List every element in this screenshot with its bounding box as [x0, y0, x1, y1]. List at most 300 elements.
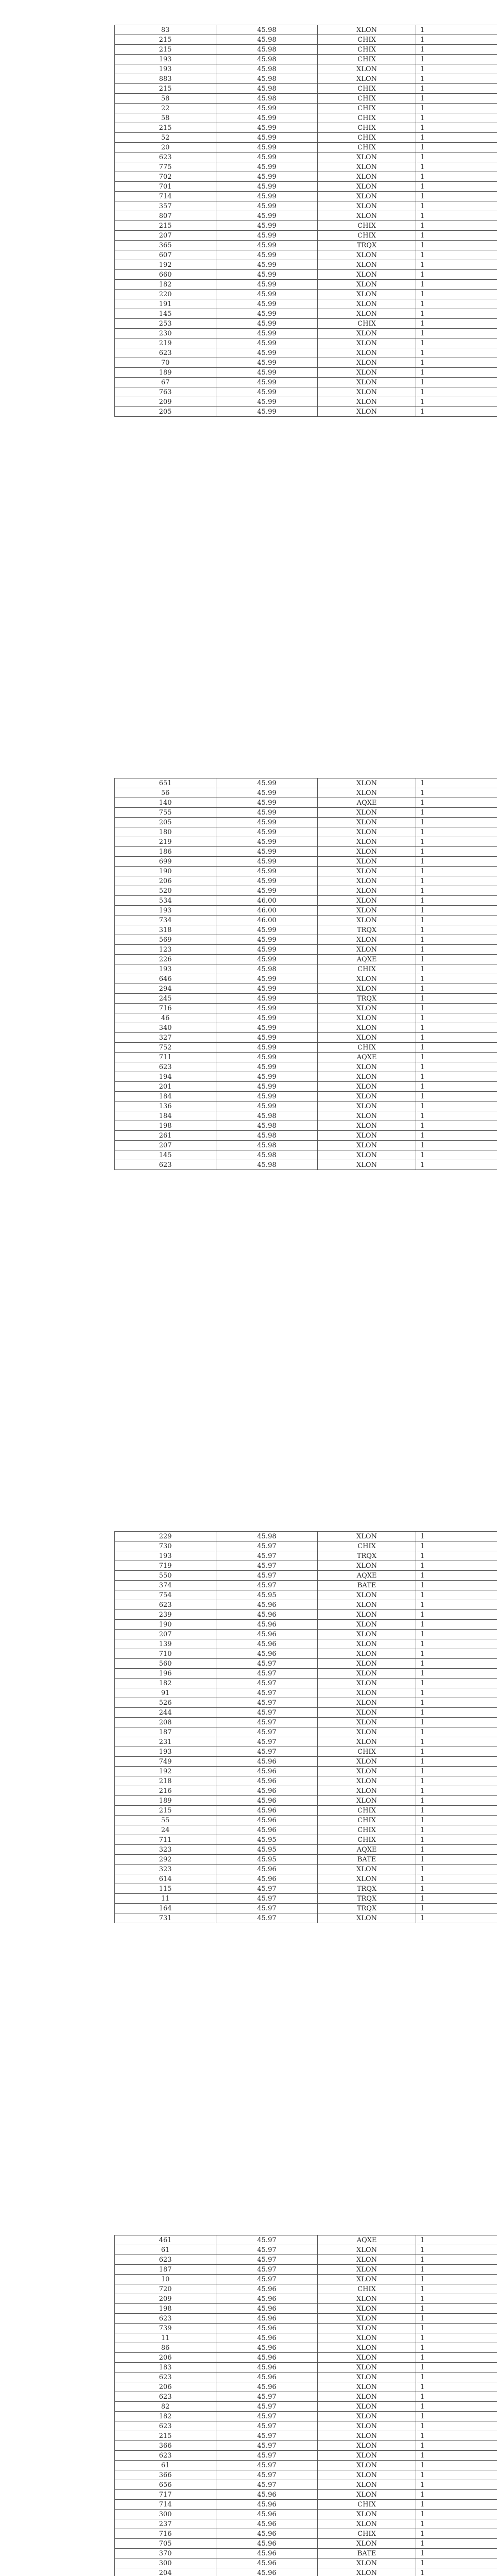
- quantity-cell: 206: [115, 2353, 216, 2363]
- venue-cell: XLON: [318, 1688, 416, 1698]
- price-cell: 45.99: [216, 876, 318, 886]
- quantity-cell: 623: [115, 2392, 216, 2402]
- venue-cell: XLON: [318, 1659, 416, 1669]
- table-row: [115, 945, 497, 955]
- quantity-cell: 357: [115, 201, 216, 211]
- quantity-cell: 215: [115, 221, 216, 231]
- table-row: [115, 299, 497, 309]
- quantity-cell: 534: [115, 896, 216, 906]
- venue-cell: CHIX: [318, 123, 416, 133]
- extra-cell: 1: [416, 1757, 497, 1767]
- price-cell: 45.99: [216, 250, 318, 260]
- table-row: [115, 1023, 497, 1033]
- price-cell: 45.99: [216, 407, 318, 417]
- venue-cell: AQXE: [318, 2235, 416, 2245]
- price-cell: 45.96: [216, 1639, 318, 1649]
- table-row: [115, 123, 497, 133]
- quantity-cell: 215: [115, 45, 216, 55]
- extra-cell: 1: [416, 788, 497, 798]
- quantity-cell: 300: [115, 2510, 216, 2519]
- price-cell: 45.99: [216, 152, 318, 162]
- quantity-cell: 614: [115, 1874, 216, 1884]
- quantity-cell: 699: [115, 857, 216, 867]
- quantity-cell: 11: [115, 1894, 216, 1904]
- table-row: [115, 74, 497, 84]
- price-cell: 45.96: [216, 1874, 318, 1884]
- quantity-cell: 193: [115, 906, 216, 916]
- quantity-cell: 207: [115, 231, 216, 241]
- venue-cell: XLON: [318, 778, 416, 788]
- extra-cell: 1: [416, 2235, 497, 2245]
- extra-cell: 1: [416, 906, 497, 916]
- table-row: [115, 64, 497, 74]
- table-row: [115, 1033, 497, 1043]
- table-row: [115, 231, 497, 241]
- quantity-cell: 755: [115, 808, 216, 818]
- venue-cell: XLON: [318, 1150, 416, 1160]
- price-cell: 45.99: [216, 104, 318, 113]
- quantity-cell: 366: [115, 2470, 216, 2480]
- quantity-cell: 711: [115, 1835, 216, 1845]
- table-row: [115, 1141, 497, 1150]
- extra-cell: 1: [416, 1082, 497, 1092]
- price-cell: 45.98: [216, 25, 318, 35]
- venue-cell: XLON: [318, 407, 416, 417]
- quantity-cell: 219: [115, 837, 216, 847]
- venue-cell: XLON: [318, 1639, 416, 1649]
- quantity-cell: 58: [115, 113, 216, 123]
- table-row: [115, 1796, 497, 1806]
- quantity-cell: 70: [115, 358, 216, 368]
- extra-cell: 1: [416, 1865, 497, 1874]
- table-row: [115, 1806, 497, 1816]
- extra-cell: 1: [416, 1610, 497, 1620]
- venue-cell: CHIX: [318, 964, 416, 974]
- quantity-cell: 204: [115, 2568, 216, 2576]
- extra-cell: 1: [416, 827, 497, 837]
- quantity-cell: 209: [115, 397, 216, 407]
- extra-cell: 1: [416, 808, 497, 818]
- trade-table-1: [114, 25, 497, 417]
- extra-cell: 1: [416, 172, 497, 182]
- price-cell: 45.96: [216, 2490, 318, 2500]
- venue-cell: CHIX: [318, 231, 416, 241]
- extra-cell: 1: [416, 1649, 497, 1659]
- quantity-cell: 763: [115, 387, 216, 397]
- venue-cell: TRQX: [318, 1551, 416, 1561]
- quantity-cell: 184: [115, 1111, 216, 1121]
- venue-cell: XLON: [318, 1757, 416, 1767]
- price-cell: 45.96: [216, 2294, 318, 2304]
- venue-cell: XLON: [318, 2441, 416, 2451]
- quantity-cell: 623: [115, 348, 216, 358]
- table-row: [115, 25, 497, 35]
- price-cell: 45.99: [216, 1072, 318, 1082]
- price-cell: 45.99: [216, 1101, 318, 1111]
- table-row: [115, 1561, 497, 1571]
- venue-cell: CHIX: [318, 1806, 416, 1816]
- quantity-cell: 189: [115, 1796, 216, 1806]
- extra-cell: 1: [416, 1727, 497, 1737]
- venue-cell: AQXE: [318, 1571, 416, 1581]
- price-cell: 45.96: [216, 2363, 318, 2372]
- table-row: [115, 250, 497, 260]
- price-cell: 45.99: [216, 925, 318, 935]
- venue-cell: CHIX: [318, 55, 416, 64]
- price-cell: 45.97: [216, 1747, 318, 1757]
- price-cell: 45.99: [216, 1053, 318, 1062]
- extra-cell: 1: [416, 74, 497, 84]
- table-row: [115, 2363, 497, 2372]
- extra-cell: 1: [416, 994, 497, 1004]
- quantity-cell: 182: [115, 2412, 216, 2421]
- price-cell: 45.97: [216, 2245, 318, 2255]
- quantity-cell: 55: [115, 1816, 216, 1825]
- quantity-cell: 719: [115, 1561, 216, 1571]
- extra-cell: 1: [416, 1718, 497, 1727]
- quantity-cell: 115: [115, 1884, 216, 1894]
- price-cell: 46.00: [216, 916, 318, 925]
- price-cell: 45.98: [216, 74, 318, 84]
- table-row: [115, 837, 497, 847]
- venue-cell: XLON: [318, 2510, 416, 2519]
- venue-cell: XLON: [318, 1865, 416, 1874]
- extra-cell: 1: [416, 397, 497, 407]
- trade-table-2: [114, 778, 497, 1170]
- price-cell: 45.97: [216, 2480, 318, 2490]
- venue-cell: XLON: [318, 201, 416, 211]
- extra-cell: 1: [416, 778, 497, 788]
- price-cell: 45.96: [216, 1610, 318, 1620]
- extra-cell: 1: [416, 2392, 497, 2402]
- quantity-cell: 569: [115, 935, 216, 945]
- quantity-cell: 775: [115, 162, 216, 172]
- extra-cell: 1: [416, 25, 497, 35]
- table-row: [115, 886, 497, 896]
- extra-cell: 1: [416, 2539, 497, 2549]
- quantity-cell: 215: [115, 1806, 216, 1816]
- venue-cell: XLON: [318, 1561, 416, 1571]
- table-row: [115, 1101, 497, 1111]
- table-row: [115, 964, 497, 974]
- venue-cell: XLON: [318, 1874, 416, 1884]
- price-cell: 45.99: [216, 172, 318, 182]
- price-cell: 45.99: [216, 837, 318, 847]
- extra-cell: 1: [416, 935, 497, 945]
- price-cell: 45.99: [216, 143, 318, 152]
- price-cell: 45.96: [216, 1865, 318, 1874]
- price-cell: 45.98: [216, 964, 318, 974]
- price-cell: 45.97: [216, 1688, 318, 1698]
- price-cell: 45.98: [216, 1141, 318, 1150]
- extra-cell: 1: [416, 231, 497, 241]
- price-cell: 45.97: [216, 2412, 318, 2421]
- venue-cell: XLON: [318, 2382, 416, 2392]
- extra-cell: 1: [416, 2558, 497, 2568]
- table-row: [115, 2558, 497, 2568]
- table-row: [115, 211, 497, 221]
- extra-cell: 1: [416, 2343, 497, 2353]
- table-row: [115, 2510, 497, 2519]
- table-row: [115, 2431, 497, 2441]
- extra-cell: 1: [416, 250, 497, 260]
- price-cell: 45.96: [216, 1620, 318, 1630]
- price-cell: 45.97: [216, 1551, 318, 1561]
- price-cell: 45.99: [216, 808, 318, 818]
- table-row: [115, 1816, 497, 1825]
- extra-cell: 1: [416, 2294, 497, 2304]
- extra-cell: 1: [416, 867, 497, 876]
- quantity-cell: 710: [115, 1649, 216, 1659]
- venue-cell: XLON: [318, 1620, 416, 1630]
- quantity-cell: 226: [115, 955, 216, 964]
- quantity-cell: 230: [115, 329, 216, 338]
- extra-cell: 1: [416, 1581, 497, 1590]
- extra-cell: 1: [416, 1659, 497, 1669]
- price-cell: 45.99: [216, 162, 318, 172]
- venue-cell: XLON: [318, 397, 416, 407]
- price-cell: 45.98: [216, 1111, 318, 1121]
- table-row: [115, 55, 497, 64]
- table-row: [115, 2421, 497, 2431]
- venue-cell: XLON: [318, 2324, 416, 2333]
- venue-cell: CHIX: [318, 2500, 416, 2510]
- venue-cell: XLON: [318, 1141, 416, 1150]
- venue-cell: XLON: [318, 1600, 416, 1610]
- extra-cell: 1: [416, 45, 497, 55]
- extra-cell: 1: [416, 338, 497, 348]
- table-row: [115, 1072, 497, 1082]
- price-cell: 45.96: [216, 2343, 318, 2353]
- venue-cell: XLON: [318, 1131, 416, 1141]
- price-cell: 45.97: [216, 1571, 318, 1581]
- table-row: [115, 1062, 497, 1072]
- extra-cell: 1: [416, 2500, 497, 2510]
- venue-cell: XLON: [318, 1630, 416, 1639]
- quantity-cell: 123: [115, 945, 216, 955]
- venue-cell: XLON: [318, 2265, 416, 2275]
- venue-cell: XLON: [318, 808, 416, 818]
- table-row: [115, 1718, 497, 1727]
- extra-cell: 1: [416, 1600, 497, 1610]
- table-row: [115, 1679, 497, 1688]
- table-row: [115, 1581, 497, 1590]
- extra-cell: 1: [416, 1141, 497, 1150]
- venue-cell: XLON: [318, 2245, 416, 2255]
- table-row: [115, 104, 497, 113]
- table-row: [115, 152, 497, 162]
- table-row: [115, 2353, 497, 2363]
- quantity-cell: 136: [115, 1101, 216, 1111]
- venue-cell: XLON: [318, 2333, 416, 2343]
- quantity-cell: 261: [115, 1131, 216, 1141]
- table-row: [115, 876, 497, 886]
- table-row: [115, 2568, 497, 2576]
- price-cell: 45.99: [216, 1043, 318, 1053]
- table-row: [115, 1747, 497, 1757]
- table-row: [115, 1688, 497, 1698]
- table-row: [115, 1004, 497, 1013]
- extra-cell: 1: [416, 1776, 497, 1786]
- table-row: [115, 1043, 497, 1053]
- quantity-cell: 196: [115, 1669, 216, 1679]
- table-row: [115, 407, 497, 417]
- extra-cell: 1: [416, 309, 497, 319]
- extra-cell: 1: [416, 1806, 497, 1816]
- price-cell: 45.98: [216, 1131, 318, 1141]
- quantity-cell: 807: [115, 211, 216, 221]
- extra-cell: 1: [416, 221, 497, 231]
- price-cell: 45.96: [216, 2529, 318, 2539]
- venue-cell: XLON: [318, 2304, 416, 2314]
- extra-cell: 1: [416, 2402, 497, 2412]
- quantity-cell: 646: [115, 974, 216, 984]
- venue-cell: XLON: [318, 876, 416, 886]
- table-row: [115, 1551, 497, 1561]
- extra-cell: 1: [416, 964, 497, 974]
- price-cell: 45.99: [216, 1092, 318, 1101]
- venue-cell: XLON: [318, 1669, 416, 1679]
- table-row: [115, 2304, 497, 2314]
- quantity-cell: 623: [115, 2372, 216, 2382]
- quantity-cell: 207: [115, 1630, 216, 1639]
- table-row: [115, 1669, 497, 1679]
- quantity-cell: 623: [115, 2421, 216, 2431]
- price-cell: 45.98: [216, 45, 318, 55]
- extra-cell: 1: [416, 378, 497, 387]
- venue-cell: XLON: [318, 329, 416, 338]
- extra-cell: 1: [416, 2480, 497, 2490]
- table-row: [115, 2314, 497, 2324]
- table-row: [115, 788, 497, 798]
- venue-cell: CHIX: [318, 35, 416, 45]
- venue-cell: XLON: [318, 1101, 416, 1111]
- extra-cell: 1: [416, 2461, 497, 2470]
- price-cell: 45.96: [216, 1757, 318, 1767]
- quantity-cell: 191: [115, 299, 216, 309]
- price-cell: 45.97: [216, 1737, 318, 1747]
- extra-cell: 1: [416, 896, 497, 906]
- extra-cell: 1: [416, 192, 497, 201]
- price-cell: 45.97: [216, 2255, 318, 2265]
- table-row: [115, 2549, 497, 2558]
- quantity-cell: 83: [115, 25, 216, 35]
- quantity-cell: 193: [115, 64, 216, 74]
- price-cell: 45.99: [216, 309, 318, 319]
- venue-cell: XLON: [318, 1062, 416, 1072]
- quantity-cell: 365: [115, 241, 216, 250]
- quantity-cell: 231: [115, 1737, 216, 1747]
- venue-cell: CHIX: [318, 2284, 416, 2294]
- price-cell: 45.99: [216, 778, 318, 788]
- venue-cell: XLON: [318, 2402, 416, 2412]
- quantity-cell: 366: [115, 2441, 216, 2451]
- extra-cell: 1: [416, 955, 497, 964]
- extra-cell: 1: [416, 2451, 497, 2461]
- table-row: [115, 358, 497, 368]
- extra-cell: 1: [416, 1131, 497, 1141]
- table-row: [115, 2500, 497, 2510]
- table-row: [115, 2265, 497, 2275]
- table-row: [115, 2529, 497, 2539]
- venue-cell: XLON: [318, 818, 416, 827]
- venue-cell: CHIX: [318, 1825, 416, 1835]
- extra-cell: 1: [416, 299, 497, 309]
- table-row: [115, 2402, 497, 2412]
- extra-cell: 1: [416, 1121, 497, 1131]
- extra-cell: 1: [416, 2431, 497, 2441]
- venue-cell: XLON: [318, 788, 416, 798]
- extra-cell: 1: [416, 2490, 497, 2500]
- table-row: [115, 955, 497, 964]
- venue-cell: XLON: [318, 290, 416, 299]
- venue-cell: CHIX: [318, 1835, 416, 1845]
- table-row: [115, 201, 497, 211]
- price-cell: 45.99: [216, 818, 318, 827]
- table-row: [115, 2275, 497, 2284]
- venue-cell: XLON: [318, 1033, 416, 1043]
- price-cell: 45.97: [216, 1894, 318, 1904]
- extra-cell: 1: [416, 818, 497, 827]
- table-row: [115, 798, 497, 808]
- extra-cell: 1: [416, 2568, 497, 2576]
- extra-cell: 1: [416, 123, 497, 133]
- table-row: [115, 387, 497, 397]
- price-cell: 46.00: [216, 896, 318, 906]
- quantity-cell: 239: [115, 1610, 216, 1620]
- table-row: [115, 397, 497, 407]
- venue-cell: CHIX: [318, 1043, 416, 1053]
- quantity-cell: 461: [115, 2235, 216, 2245]
- quantity-cell: 24: [115, 1825, 216, 1835]
- table-row: [115, 319, 497, 329]
- venue-cell: XLON: [318, 1111, 416, 1121]
- venue-cell: XLON: [318, 2412, 416, 2421]
- price-cell: 45.98: [216, 94, 318, 104]
- quantity-cell: 86: [115, 2343, 216, 2353]
- price-cell: 45.97: [216, 1541, 318, 1551]
- extra-cell: 1: [416, 1786, 497, 1796]
- price-cell: 45.99: [216, 368, 318, 378]
- table-row: [115, 368, 497, 378]
- venue-cell: TRQX: [318, 994, 416, 1004]
- quantity-cell: 201: [115, 1082, 216, 1092]
- table-row: [115, 290, 497, 299]
- price-cell: 45.99: [216, 329, 318, 338]
- price-cell: 45.99: [216, 387, 318, 397]
- price-cell: 45.97: [216, 1884, 318, 1894]
- price-cell: 45.98: [216, 84, 318, 94]
- price-cell: 45.99: [216, 319, 318, 329]
- venue-cell: BATE: [318, 2549, 416, 2558]
- extra-cell: 1: [416, 94, 497, 104]
- price-cell: 45.99: [216, 1082, 318, 1092]
- price-cell: 45.99: [216, 192, 318, 201]
- venue-cell: XLON: [318, 867, 416, 876]
- extra-cell: 1: [416, 857, 497, 867]
- table-row: [115, 1600, 497, 1610]
- quantity-cell: 192: [115, 1767, 216, 1776]
- venue-cell: XLON: [318, 182, 416, 192]
- extra-cell: 1: [416, 329, 497, 338]
- price-cell: 45.96: [216, 1816, 318, 1825]
- extra-cell: 1: [416, 1698, 497, 1708]
- table-row: [115, 906, 497, 916]
- table-row: [115, 857, 497, 867]
- extra-cell: 1: [416, 974, 497, 984]
- price-cell: 45.97: [216, 2402, 318, 2412]
- extra-cell: 1: [416, 925, 497, 935]
